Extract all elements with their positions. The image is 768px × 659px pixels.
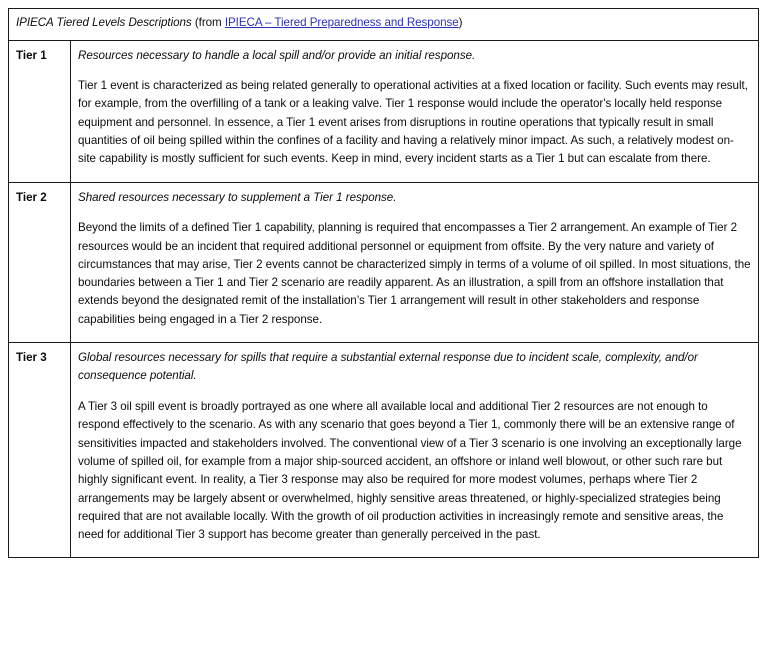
tier-levels-table (8, 8, 759, 558)
tier-3-label: Tier 3 (9, 343, 71, 558)
tier-1-label: Tier 1 (9, 40, 71, 182)
table-caption-cell (9, 9, 759, 41)
tier-2-detail: Beyond the limits of a defined Tier 1 capability, planning is required that encompasses a Tier 2 arrangement. An example of Tier 2 resources would be an incident that required additional personnel or equipment from offsite. By the very nature and variety of circumstances that may arise, Tier 2 events cannot be characterized simply in terms of a volume of oil spilled. In most situations, the boundaries between a Tier 1 and Tier 2 scenario are readily apparent. As an illustration, a spill from an offshore installation that extends beyond the designated remit of the installation’s Tier 1 arrangement will result in other stakeholders and response capabilities being engaged in a Tier 2 response. (78, 221, 751, 326)
table-header-row (9, 9, 759, 41)
table-row (9, 182, 759, 342)
tier-1-description (71, 40, 759, 182)
caption-close-paren: ) (458, 16, 463, 29)
table-row (9, 40, 759, 182)
tier-3-detail: A Tier 3 oil spill event is broadly portrayed as one where all available local and additional Tier 2 resources are not enough to respond effectively to the scenario. As with any scenario that goes beyond a Tier 1, commonly there will be an extensive range of sensitivities impacted and stakeholders involved. The conventional view of a Tier 3 scenario is one involving an exceptionally large volume of spilled oil, for example from a major ship-sourced accident, an offshore or inland well blowout, or other such rare but highly significant event. In reality, a Tier 3 response may also be required for more modest volumes, perhaps where Tier 2 arrangements may be largely absent or overwhelmed, highly sensitive areas threatened, or highly-specialized strategies being required that are not available locally. With the growth of oil production activities in increasingly remote and sensitive areas, the need for additional Tier 3 support has become greater than generally perceived in the past. (78, 399, 742, 542)
tier-2-summary: Shared resources necessary to supplement a Tier 1 response. (78, 190, 397, 204)
tier-3-summary: Global resources necessary for spills that require a substantial external response due to incident scale, complexity, and/or consequence potential. (78, 351, 698, 383)
ipieca-source-link[interactable]: IPIECA – Tiered Preparedness and Response (224, 16, 459, 29)
tier-2-description (71, 182, 759, 342)
caption-title: IPIECA Tiered Levels Descriptions (16, 16, 192, 29)
caption-from-text: (from (191, 16, 225, 29)
tier-1-summary: Resources necessary to handle a local spill and/or provide an initial response. (78, 48, 476, 62)
tier-3-description (71, 343, 759, 558)
tier-2-label: Tier 2 (9, 182, 71, 342)
table-row (9, 343, 759, 558)
tier-1-detail: Tier 1 event is characterized as being related generally to operational activities at a fixed location or facility. Such events may result, for example, from the overfilling of a tank or a leaking valve. Tier 1 response would include the operator's locally held response equipment and personnel. In essence, a Tier 1 event arises from disruptions in routine operations that typically result in small quantities of oil being spilled within the confines of a facility and having a relatively minor impact. As such, a relatively modest on-site capability is mostly sufficient for such events. Keep in mind, every incident starts as a Tier 1 but can escalate from there. (78, 79, 748, 166)
